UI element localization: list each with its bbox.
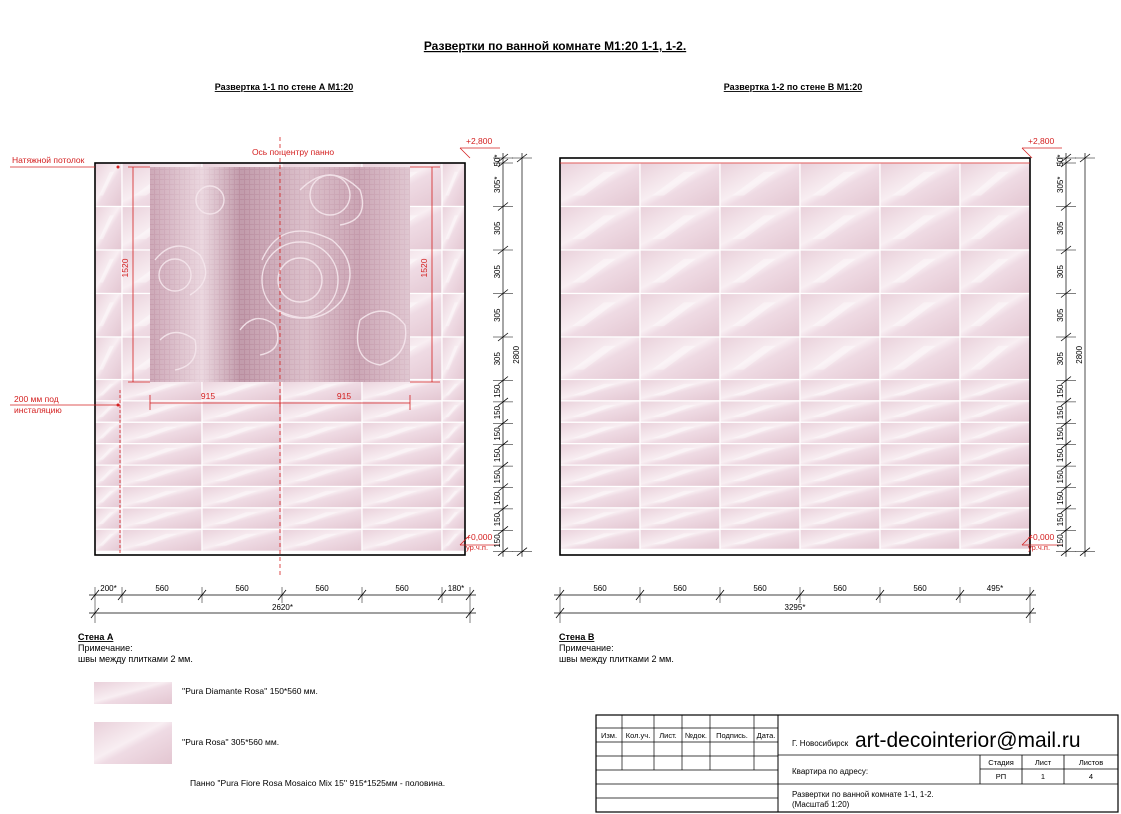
dim-right-a-label: 150 <box>493 405 502 420</box>
wall-a-lower-tile <box>442 444 465 465</box>
wall-a-lower-tile <box>362 487 442 508</box>
level-bottom-sub-a: ур.ч.п. <box>466 543 489 552</box>
tb-header-date: Дата. <box>756 731 776 740</box>
wall-a-lower-tile <box>122 444 202 465</box>
dim-right-b-label: 150 <box>1056 448 1065 463</box>
wall-a-lower-tile <box>95 422 122 443</box>
wall-b-tiles <box>560 163 1030 549</box>
wall-b-lower-tile <box>800 422 880 443</box>
legend-item-rosa: ''Pura Rosa'' 305*560 мм. <box>182 737 280 747</box>
wall-b-lower-tile <box>960 380 1030 401</box>
wall-a-note-title: Примечание: <box>78 643 133 653</box>
dim-right-a-label: 305* <box>493 176 502 193</box>
wall-b-lower-tile <box>880 529 960 549</box>
dim-bottom-a-label: 560 <box>155 584 169 593</box>
wall-a-lower-tile <box>362 508 442 529</box>
wall-b-lower-tile <box>560 508 640 529</box>
wall-a-lower-tile <box>442 401 465 422</box>
dim-bottom-a-total-label: 2620* <box>272 603 293 612</box>
wall-a-lower-tile <box>122 380 202 401</box>
wall-a-lower-tile <box>202 465 282 486</box>
wall-a-upper-tile <box>95 207 122 251</box>
wall-b-lower-tile <box>960 465 1030 486</box>
wall-b-upper-tile <box>560 294 640 338</box>
wall-a-lower-tile <box>202 529 282 551</box>
dim-right-a-label: 305 <box>493 352 502 366</box>
wall-a-lower-tile <box>282 401 362 422</box>
dim-bottom-b-label: 560 <box>913 584 927 593</box>
right-dimensions-a <box>493 153 532 557</box>
wall-b-lower-tile <box>960 422 1030 443</box>
wall-b-upper-tile <box>800 337 880 381</box>
wall-b-lower-tile <box>560 529 640 549</box>
wall-b-upper-tile <box>560 163 640 207</box>
wall-b-lower-tile <box>720 487 800 508</box>
wall-a-lower-tile <box>282 487 362 508</box>
wall-a-name: Стена А <box>78 632 114 642</box>
dim-right-a-label: 150 <box>493 534 502 548</box>
wall-a-upper-tile <box>442 250 465 294</box>
wall-a-lower-tile <box>202 422 282 443</box>
level-bottom-b: +0,000 <box>1028 532 1055 542</box>
wall-b-lower-tile <box>960 487 1030 508</box>
dim-bottom-b-label: 560 <box>673 584 687 593</box>
wall-b-lower-tile <box>880 487 960 508</box>
wall-a-lower-tile <box>442 529 465 551</box>
wall-a-lower-tile <box>122 487 202 508</box>
dim-right-b-total-label: 2800 <box>1075 345 1084 364</box>
ceiling-label: Натяжной потолок <box>12 155 85 165</box>
wall-b-upper-tile <box>640 294 720 338</box>
wall-b-lower-tile <box>720 401 800 422</box>
wall-b-lower-tile <box>880 444 960 465</box>
wall-b-lower-tile <box>640 380 720 401</box>
dim-right-b-label: 305 <box>1056 352 1065 366</box>
wall-a-lower-tile <box>362 444 442 465</box>
install-label-line2: инсталяцию <box>14 405 62 415</box>
tb-desc-line2: (Масштаб 1:20) <box>792 800 850 809</box>
dim-bottom-a-label: 180* <box>447 584 465 593</box>
tb-sheets-value: 4 <box>1088 772 1094 781</box>
panel-height-right: 1520 <box>419 258 429 278</box>
view-b-subtitle: Развертка 1-2 по стене В М1:20 <box>723 82 863 92</box>
wall-b-lower-tile <box>560 380 640 401</box>
wall-b-upper-tile <box>640 250 720 294</box>
wall-b-lower-tile <box>880 465 960 486</box>
legend <box>94 682 445 788</box>
wall-b-upper-tile <box>960 163 1030 207</box>
view-a-subtitle: Развертка 1-1 по стене А М1:20 <box>214 82 354 92</box>
wall-b-upper-tile <box>880 250 960 294</box>
wall-b-lower-tile <box>880 401 960 422</box>
wall-b-upper-tile <box>720 207 800 251</box>
wall-a-upper-tile <box>95 337 122 381</box>
dim-right-a-label: 305 <box>493 308 502 322</box>
bottom-dimensions-a <box>89 584 476 623</box>
wall-b-lower-tile <box>640 529 720 549</box>
dim-right-b-label: 150 <box>1056 427 1065 441</box>
wall-a-lower-tile <box>362 380 442 401</box>
dim-right-a-label: 150 <box>493 491 502 505</box>
dim-bottom-b-label: 560 <box>753 584 767 593</box>
wall-b-upper-tile <box>720 294 800 338</box>
wall-a-lower-tile <box>122 465 202 486</box>
wall-b-lower-tile <box>560 444 640 465</box>
tb-stage-header: Стадия <box>988 758 1014 767</box>
dim-right-b-label: 305 <box>1056 265 1065 279</box>
legend-swatch-diamante <box>94 682 172 704</box>
wall-a-lower-tile <box>95 508 122 529</box>
tb-email: art-decointerior@mail.ru <box>855 729 1081 752</box>
wall-a-lower-tile <box>122 422 202 443</box>
wall-b-lower-tile <box>640 487 720 508</box>
wall-b-lower-tile <box>960 529 1030 549</box>
wall-b-lower-tile <box>560 487 640 508</box>
wall-a-lower-tile <box>95 465 122 486</box>
wall-b-lower-tile <box>800 529 880 549</box>
wall-b-lower-tile <box>640 465 720 486</box>
wall-b-lower-tile <box>880 380 960 401</box>
wall-a-lower-tile <box>122 508 202 529</box>
wall-b-upper-tile <box>880 207 960 251</box>
wall-b-lower-tile <box>720 508 800 529</box>
wall-b-lower-tile <box>640 508 720 529</box>
dim-right-a-label: 150 <box>493 448 502 463</box>
legend-swatch-rosa <box>94 722 172 764</box>
wall-b-upper-tile <box>800 250 880 294</box>
wall-b-lower-tile <box>800 380 880 401</box>
dim-bottom-b-label: 495* <box>986 584 1004 593</box>
dim-right-b-label: 305 <box>1056 221 1065 235</box>
wall-a-lower-tile <box>122 401 202 422</box>
wall-b-name: Стена В <box>559 632 595 642</box>
panel-half-width-left: 915 <box>200 391 216 401</box>
tb-desc-line1: Развертки по ванной комнате 1-1, 1-2. <box>792 790 934 799</box>
dim-right-b-label: 50* <box>1056 154 1065 167</box>
wall-b-upper-tile <box>800 163 880 207</box>
wall-a-upper-tile <box>442 337 465 381</box>
wall-b-note-text: швы между плитками 2 мм. <box>559 654 674 664</box>
wall-a-upper-tile <box>442 294 465 338</box>
wall-b-upper-tile <box>640 163 720 207</box>
panel-half-width-right: 915 <box>336 391 352 401</box>
wall-b-upper-tile <box>560 337 640 381</box>
wall-b-upper-tile <box>720 250 800 294</box>
tb-header-doc: №док. <box>685 731 707 740</box>
tb-header-izm: Изм. <box>600 731 618 740</box>
wall-a-lower-tile <box>202 508 282 529</box>
wall-a-upper-tile <box>95 163 122 207</box>
dim-right-a-label: 150 <box>493 384 502 398</box>
dim-bottom-b-total-label: 3295* <box>784 603 806 612</box>
level-bottom-a: +0,000 <box>466 532 493 542</box>
wall-b-lower-tile <box>720 380 800 401</box>
wall-a-lower-tile <box>282 508 362 529</box>
wall-a-lower-tile <box>95 487 122 508</box>
wall-a-lower-tile <box>282 465 362 486</box>
wall-a-lower-tile <box>202 444 282 465</box>
wall-b-lower-tile <box>640 401 720 422</box>
wall-b-lower-tile <box>720 465 800 486</box>
wall-a-lower-tile <box>442 465 465 486</box>
dim-bottom-a-label: 560 <box>235 584 249 593</box>
dim-bottom-a-label: 560 <box>315 584 329 593</box>
wall-b-upper-tile <box>640 337 720 381</box>
dim-right-b-label: 150 <box>1056 512 1065 527</box>
wall-b-lower-tile <box>880 508 960 529</box>
wall-b-lower-tile <box>560 422 640 443</box>
wall-b-upper-tile <box>640 207 720 251</box>
view-b <box>554 82 1095 664</box>
dim-right-a-label: 150 <box>493 427 502 441</box>
wall-b-upper-tile <box>960 207 1030 251</box>
bottom-dimensions-b <box>554 584 1036 623</box>
wall-a-lower-tile <box>362 465 442 486</box>
wall-b-upper-tile <box>800 294 880 338</box>
wall-b-lower-tile <box>800 508 880 529</box>
page-title: Развертки по ванной комнате М1:20 1-1, 1-2. <box>423 39 687 53</box>
wall-b-note-title: Примечание: <box>559 643 614 653</box>
tb-sheet-value: 1 <box>1040 772 1046 781</box>
level-top-a: +2,800 <box>466 136 493 146</box>
view-a <box>10 82 532 664</box>
wall-b-lower-tile <box>800 465 880 486</box>
wall-b-lower-tile <box>720 422 800 443</box>
dim-right-a-label: 150 <box>493 512 502 527</box>
tb-header-kol: Кол.уч. <box>625 731 651 740</box>
legend-item-panel: Панно ''Pura Fiore Rosa Mosaico Mix 15'' 915*1525мм - половина. <box>190 778 446 788</box>
wall-b-lower-tile <box>800 487 880 508</box>
wall-b-lower-tile <box>720 529 800 549</box>
wall-b-lower-tile <box>960 444 1030 465</box>
dim-bottom-a-label: 560 <box>395 584 409 593</box>
wall-a-lower-tile <box>95 380 122 401</box>
wall-a-lower-tile <box>282 422 362 443</box>
wall-a-lower-tile <box>362 422 442 443</box>
dim-right-a-label: 150 <box>493 470 502 484</box>
wall-a-lower-tile <box>362 401 442 422</box>
right-dimensions-b <box>1056 153 1095 557</box>
wall-a-lower-tile <box>122 529 202 551</box>
wall-b-lower-tile <box>560 401 640 422</box>
wall-b-upper-tile <box>960 250 1030 294</box>
wall-a-note-text: швы между плитками 2 мм. <box>78 654 193 664</box>
wall-b-upper-tile <box>880 163 960 207</box>
wall-b-lower-tile <box>720 444 800 465</box>
dim-right-a-total-label: 2800 <box>512 345 521 364</box>
wall-a-lower-tile <box>442 422 465 443</box>
dim-right-b-label: 150 <box>1056 534 1065 548</box>
dim-right-b-label: 305 <box>1056 308 1065 322</box>
wall-b-upper-tile <box>560 207 640 251</box>
dim-right-b-label: 150 <box>1056 470 1065 484</box>
wall-b-lower-tile <box>640 444 720 465</box>
wall-b-lower-tile <box>960 508 1030 529</box>
wall-b-upper-tile <box>880 337 960 381</box>
wall-a-lower-tile <box>362 529 442 551</box>
dim-right-a-label: 305 <box>493 221 502 235</box>
wall-b-lower-tile <box>960 401 1030 422</box>
wall-a-lower-tile <box>202 401 282 422</box>
wall-b-upper-tile <box>800 207 880 251</box>
wall-b-upper-tile <box>960 337 1030 381</box>
wall-b-lower-tile <box>800 444 880 465</box>
dim-right-b-label: 150 <box>1056 491 1065 505</box>
tb-header-list: Лист. <box>659 731 677 740</box>
dim-bottom-a-label: 200* <box>100 584 117 593</box>
wall-a-lower-tile <box>95 529 122 551</box>
wall-b-lower-tile <box>880 422 960 443</box>
axis-label: Ось по центру панно <box>251 147 335 157</box>
tb-city: Г. Новосибирск <box>792 739 849 748</box>
dim-right-b-label: 305* <box>1056 176 1065 193</box>
wall-a-lower-tile <box>442 487 465 508</box>
wall-a-lower-tile <box>282 529 362 551</box>
legend-item-diamante: ''Pura Diamante Rosa'' 150*560 мм. <box>182 686 318 696</box>
tb-stage-value: РП <box>995 772 1007 781</box>
dim-right-b-label: 150 <box>1056 405 1065 420</box>
dim-bottom-b-label: 560 <box>833 584 847 593</box>
wall-b-upper-tile <box>720 337 800 381</box>
wall-a-upper-tile <box>442 163 465 207</box>
wall-a-lower-tile <box>442 380 465 401</box>
tb-sheets-header: Листов <box>1078 758 1104 767</box>
wall-a-upper-tile <box>442 207 465 251</box>
level-bottom-sub-b: ур.ч.п. <box>1028 543 1051 552</box>
level-top-b: +2,800 <box>1028 136 1055 146</box>
install-label-line1: 200 мм под <box>14 394 59 404</box>
wall-b-upper-tile <box>560 250 640 294</box>
wall-a-lower-tile <box>282 444 362 465</box>
dim-bottom-b-label: 560 <box>593 584 607 593</box>
wall-b-upper-tile <box>720 163 800 207</box>
wall-a-lower-tile <box>95 444 122 465</box>
wall-a-upper-tile <box>95 294 122 338</box>
wall-b-lower-tile <box>800 401 880 422</box>
dim-right-a-label: 50* <box>493 154 502 167</box>
wall-b-upper-tile <box>880 294 960 338</box>
wall-b-lower-tile <box>640 422 720 443</box>
tb-header-sign: Подпись. <box>716 731 748 740</box>
panel-height-left: 1520 <box>120 258 130 278</box>
dim-right-a-label: 305 <box>493 265 502 279</box>
wall-b-upper-tile <box>960 294 1030 338</box>
tb-address-label: Квартира по адресу: <box>792 767 869 776</box>
wall-b-lower-tile <box>560 465 640 486</box>
wall-a-lower-tile <box>202 487 282 508</box>
wall-a-lower-tile <box>442 508 465 529</box>
wall-a-upper-tile <box>95 250 122 294</box>
dim-right-b-label: 150 <box>1056 384 1065 398</box>
tb-sheet-header: Лист <box>1034 758 1052 767</box>
